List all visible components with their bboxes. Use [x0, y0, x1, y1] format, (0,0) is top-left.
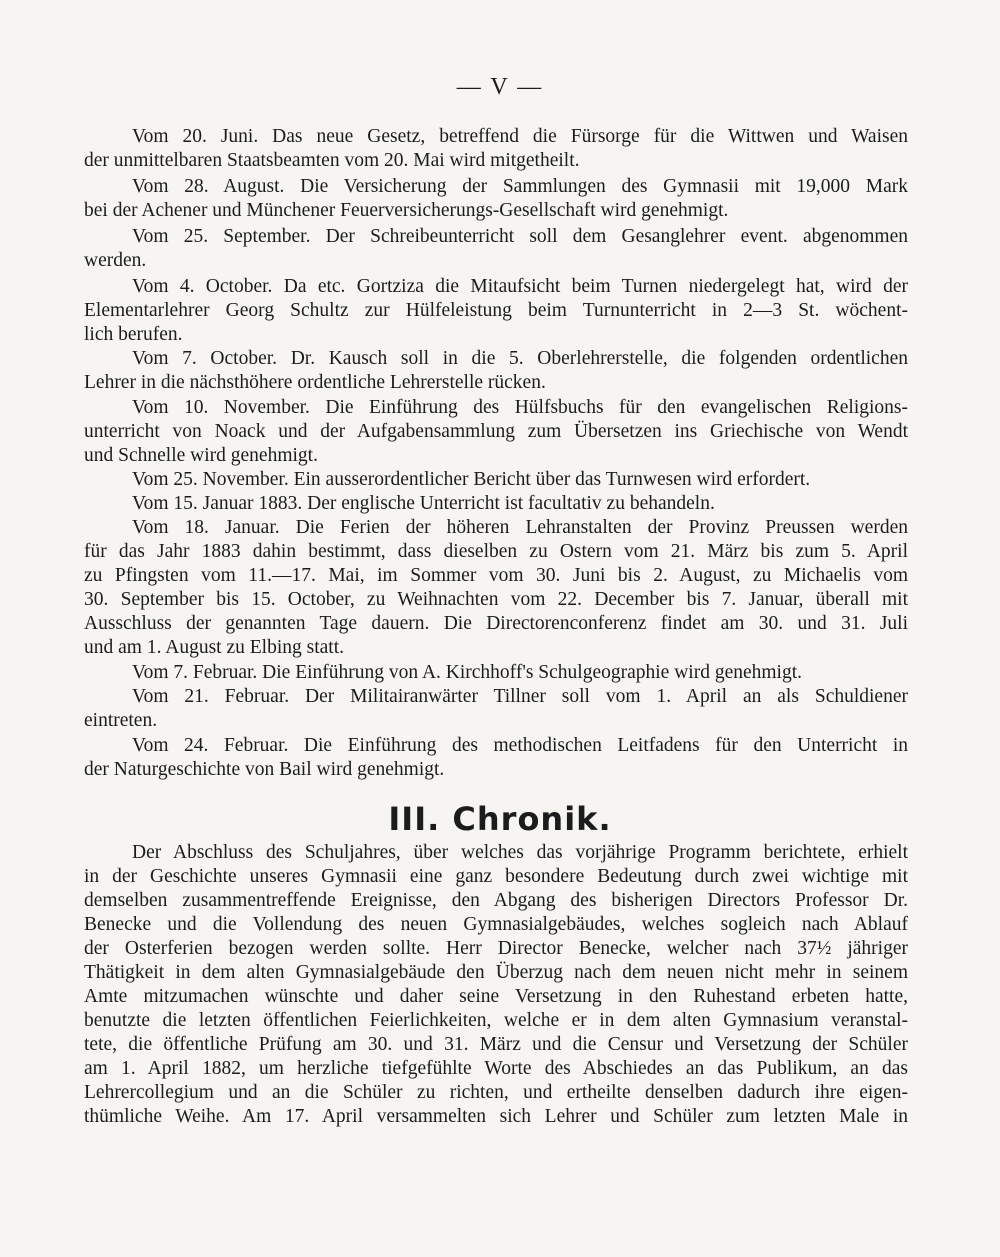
text-line: Vom 21. Februar. Der Militairanwärter Tillner soll vom 1. April an als Schuldiener [132, 686, 908, 707]
text-line: benutzte die letzten öffentlichen Feierlichkeiten, welche er in dem alten Gymnasium veranstal- [84, 1010, 908, 1031]
text-line: der Naturgeschichte von Bail wird genehmigt. [84, 759, 445, 780]
text-line: demselben zusammentreffende Ereignisse, den Abgang des bisherigen Directors Professor Dr. [84, 890, 908, 911]
text-line: tete, die öffentliche Prüfung am 30. und 31. März und die Censur und Versetzung der Schüler [84, 1034, 908, 1055]
text-line: Thätigkeit in dem alten Gymnasialgebäude den Überzug nach dem neuen nicht mehr in seinem [84, 962, 908, 983]
text-line: in der Geschichte unseres Gymnasii eine ganz besondere Bedeutung durch zwei wichtige mit [84, 866, 908, 887]
text-line: Der Abschluss des Schuljahres, über welches das vorjährige Programm berichtete, erhielt [132, 842, 908, 863]
text-line: für das Jahr 1883 dahin bestimmt, dass dieselben zu Ostern vom 21. März bis zum 5. April [84, 541, 908, 562]
text-line: und Schnelle wird genehmigt. [84, 445, 318, 466]
text-line: zu Pfingsten vom 11.—17. Mai, im Sommer vom 30. Juni bis 2. August, zu Michaelis vom [84, 565, 908, 586]
text-line: Amte mitzumachen wünschte und daher seine Versetzung in den Ruhestand erbeten hatte, [84, 986, 908, 1007]
text-line: Vom 4. October. Da etc. Gortziza die Mitaufsicht beim Turnen niedergelegt hat, wird der [132, 276, 908, 297]
text-line: am 1. April 1882, um herzliche tiefgefühlte Worte des Abschiedes an das Publikum, an das [84, 1058, 908, 1079]
section-title-chronik: III. Chronik. [388, 800, 612, 838]
text-line: und am 1. August zu Elbing statt. [84, 637, 344, 658]
text-line: 30. September bis 15. October, zu Weihnachten vom 22. December bis 7. Januar, überall mit [84, 589, 908, 610]
text-line: Vom 24. Februar. Die Einführung des methodischen Leitfadens für den Unterricht in [132, 735, 908, 756]
text-line: Lehrercollegium und an die Schüler zu richten, und ertheilte denselben dadurch ihre eigen- [84, 1082, 908, 1103]
text-line: Vom 7. Februar. Die Einführung von A. Kirchhoff's Schulgeographie wird genehmigt. [132, 662, 803, 683]
text-line: Vom 20. Juni. Das neue Gesetz, betreffend die Fürsorge für die Wittwen und Waisen [132, 126, 908, 147]
text-line: Ausschluss der genannten Tage dauern. Die Directorenconferenz findet am 30. und 31. Juli [84, 613, 908, 634]
text-line: Vom 7. October. Dr. Kausch soll in die 5. Oberlehrerstelle, die folgenden ordentlichen [132, 348, 908, 369]
text-line: lich berufen. [84, 324, 183, 345]
text-line: bei der Achener und Münchener Feuerversicherungs-Gesellschaft wird genehmigt. [84, 200, 729, 221]
page-number-header: — V — [456, 74, 544, 100]
text-line: Lehrer in die nächsthöhere ordentliche Lehrerstelle rücken. [84, 372, 546, 393]
text-line: Vom 25. September. Der Schreibeunterricht soll dem Gesanglehrer event. abgenommen [132, 226, 908, 247]
text-line: unterricht von Noack und der Aufgabensammlung zum Übersetzen ins Griechische von Wendt [84, 421, 908, 442]
text-line: Vom 15. Januar 1883. Der englische Unterricht ist facultativ zu behandeln. [132, 493, 715, 514]
text-line: Vom 18. Januar. Die Ferien der höheren Lehranstalten der Provinz Preussen werden [132, 517, 908, 538]
text-line: Vom 28. August. Die Versicherung der Sammlungen des Gymnasii mit 19,000 Mark [132, 176, 908, 197]
text-line: der unmittelbaren Staatsbeamten vom 20. Mai wird mitgetheilt. [84, 150, 580, 171]
text-line: Benecke und die Vollendung des neuen Gymnasialgebäudes, welches sogleich nach Ablauf [84, 914, 908, 935]
text-line: der Osterferien bezogen werden sollte. Herr Director Benecke, welcher nach 37½ jähriger [84, 938, 908, 959]
text-line: Vom 25. November. Ein ausserordentlicher Bericht über das Turnwesen wird erfordert. [132, 469, 811, 490]
text-line: eintreten. [84, 710, 158, 731]
text-line: Vom 10. November. Die Einführung des Hülfsbuchs für den evangelischen Religions- [132, 397, 908, 418]
text-line: thümliche Weihe. Am 17. April versammelten sich Lehrer und Schüler zum letzten Male in [84, 1106, 908, 1127]
text-line: Elementarlehrer Georg Schultz zur Hülfeleistung beim Turnunterricht in 2—3 St. wöchent- [84, 300, 908, 321]
text-line: werden. [84, 250, 147, 271]
